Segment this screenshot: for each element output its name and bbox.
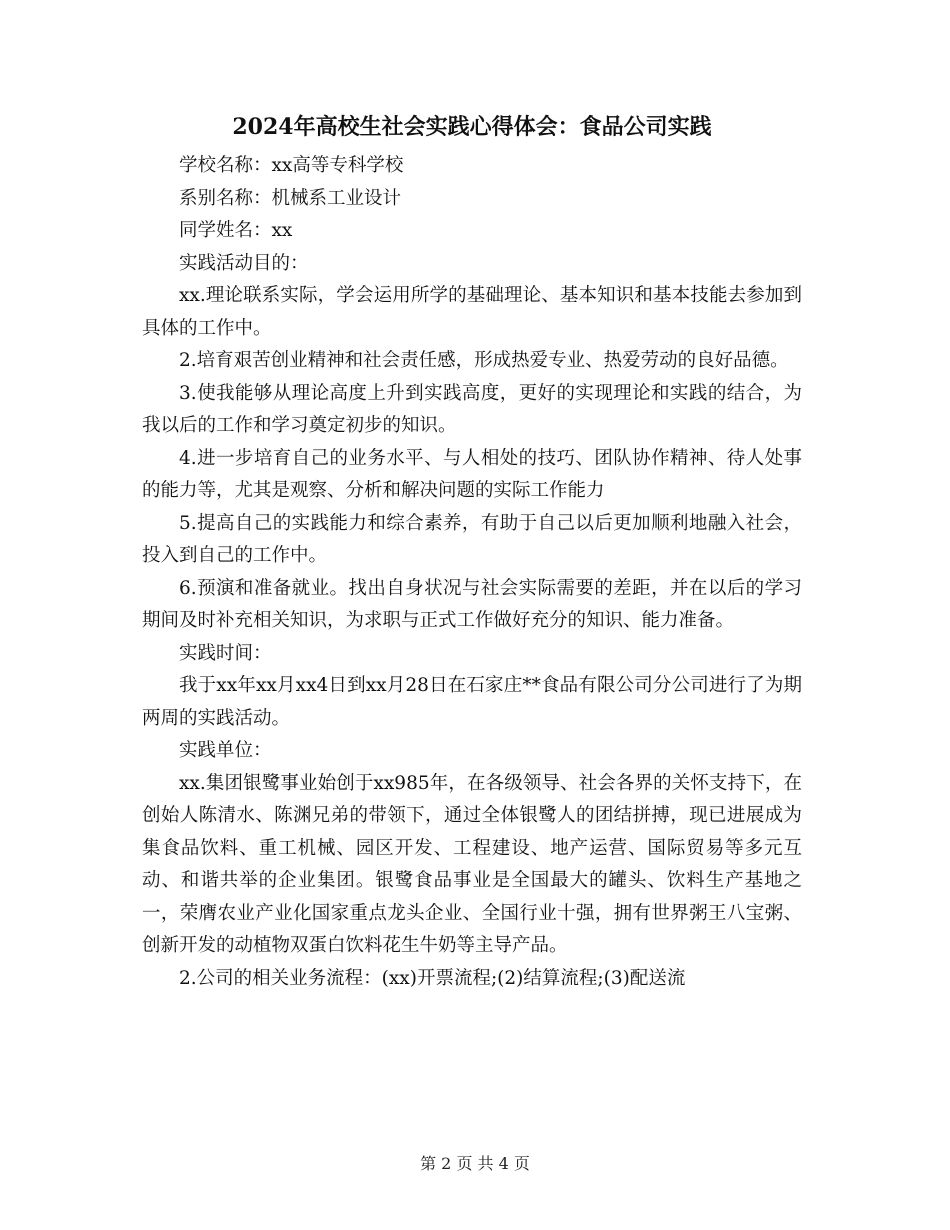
purpose-item-6: 6.预演和准备就业。找出自身状况与社会实际需要的差距，并在以后的学习期间及时补充相关知识，为求职与正式工作做好充分的知识、能力准备。 bbox=[142, 577, 802, 631]
unit-item-2: 2.公司的相关业务流程：(xx)开票流程;(2)结算流程;(3)配送流 bbox=[179, 967, 686, 989]
unit-item-1: xx.集团银鹭事业始创于xx985年，在各级领导、社会各界的关怀支持下，在创始人陈清水、陈渊兄弟的带领下，通过全体银鹭人的团结拼搏，现已进展成为集食品饮料、重工机械、园区开发、工程建设、地产运营、国际贸易等多元互动、和谐共举的企业集团。银鹭食品事业是全国最大的罐头、饮料生产基地之一，荣膺农业产业化国家重点龙头企业、全国行业十强，拥有世界粥王八宝粥、创新开发的动植物双蛋白饮料花生牛奶等主导产品。 bbox=[142, 772, 802, 956]
department-line: 系别名称：机械系工业设计 bbox=[179, 187, 402, 209]
time-heading: 实践时间： bbox=[179, 642, 272, 664]
purpose-item-3: 3.使我能够从理论高度上升到实践高度，更好的实现理论和实践的结合，为我以后的工作和学习奠定初步的知识。 bbox=[142, 382, 802, 436]
purpose-item-5: 5.提高自己的实践能力和综合素养，有助于自己以后更加顺利地融入社会，投入到自己的工作中。 bbox=[142, 512, 802, 566]
school-name-line: 学校名称：xx高等专科学校 bbox=[179, 155, 404, 176]
purpose-item-2: 2.培育艰苦创业精神和社会责任感，形成热爱专业、热爱劳动的良好品德。 bbox=[179, 350, 789, 371]
student-name-line: 同学姓名：xx bbox=[179, 220, 293, 241]
unit-heading: 实践单位： bbox=[179, 740, 272, 761]
purpose-item-4: 4.进一步培育自己的业务水平、与人相处的技巧、团队协作精神、待人处事的能力等，尤其是观察、分析和解决问题的实际工作能力 bbox=[142, 447, 802, 501]
document-title: 2024年高校生社会实践心得体会：食品公司实践 bbox=[232, 114, 712, 140]
time-paragraph: 我于xx年xx月xx4日到xx月28日在石家庄**食品有限公司分公司进行了为期两周的实践活动。 bbox=[142, 675, 802, 729]
purpose-heading: 实践活动目的： bbox=[179, 252, 309, 274]
page-number-footer: 第 2 页 共 4 页 bbox=[420, 1154, 530, 1173]
purpose-item-1: xx.理论联系实际，学会运用所学的基础理论、基本知识和基本技能去参加到具体的工作中。 bbox=[142, 285, 802, 339]
document-body bbox=[142, 150, 802, 995]
